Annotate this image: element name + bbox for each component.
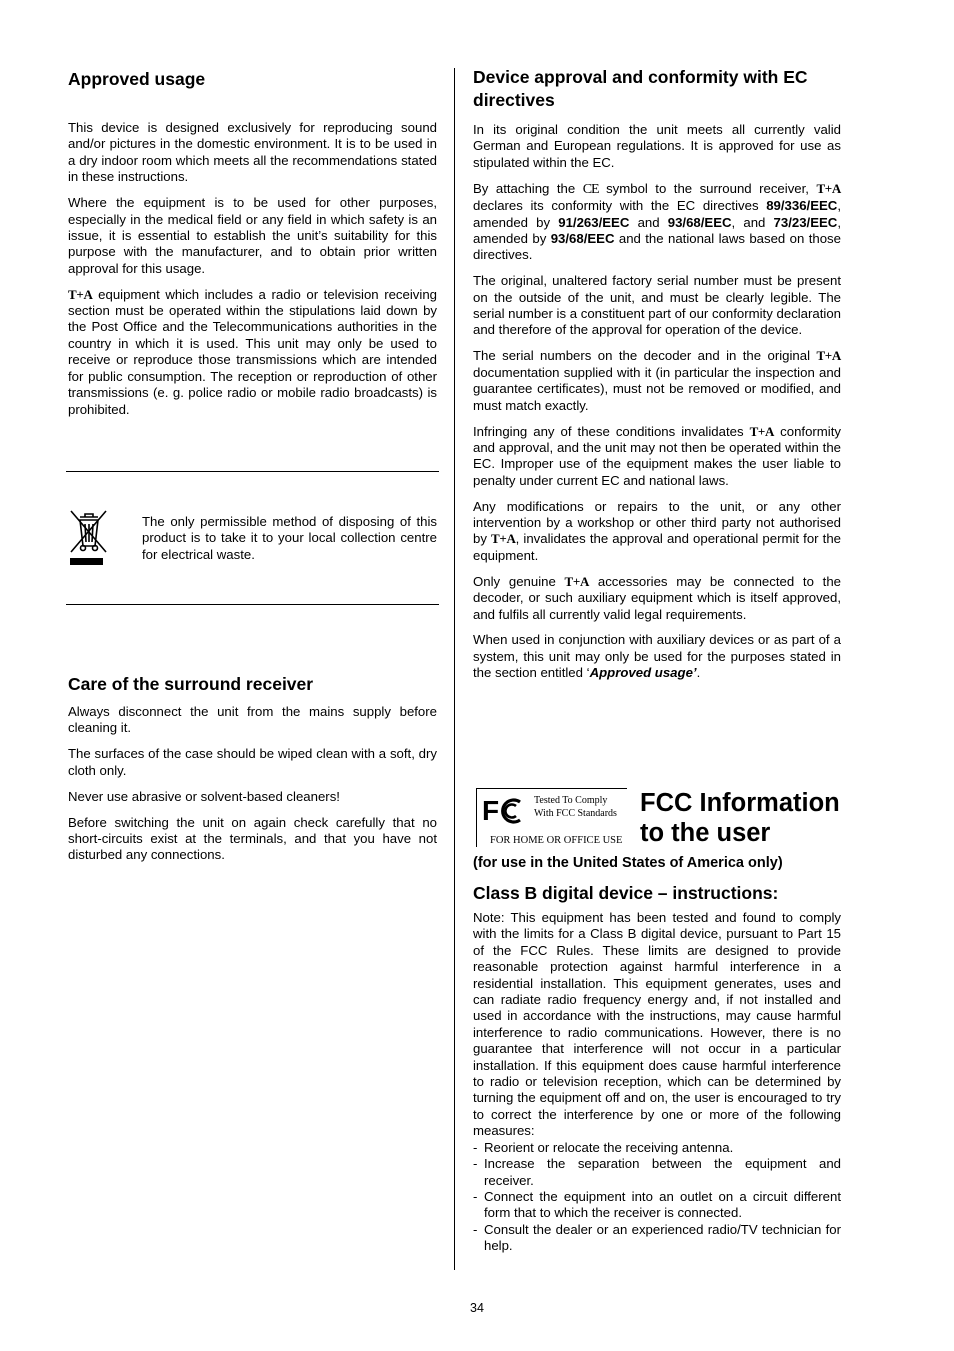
device-paragraph-5: Infringing any of these conditions invalidates T+A conformity and approval, and the unit may not then be operated within the EC. Improper use of the equipment makes the user liable to penalty under current EC and national laws. [473, 423, 841, 488]
ta-brand-logo: T+A [749, 423, 775, 439]
ta-brand-logo: T+A [68, 286, 93, 302]
care-heading: Care of the surround receiver [68, 674, 314, 694]
crossed-out-bin-icon [68, 508, 108, 568]
fcc-measures-list [473, 1140, 841, 1255]
care-paragraph-4: Before switching the unit on again check carefully that no short-circuits exist at the terminals, and that you have not disturbed any connections. [68, 814, 437, 863]
page-number: 34 [470, 1301, 484, 1315]
svg-text:F: F [482, 795, 500, 826]
ta-brand-logo: T+A [491, 531, 516, 547]
approved-usage-heading: Approved usage [68, 69, 206, 89]
fcc-logo-line3: FOR HOME OR OFFICE USE [490, 835, 623, 846]
fcc-mark-icon [482, 795, 520, 826]
care-paragraph-3: Never use abrasive or solvent-based cleaners! [68, 788, 340, 804]
device-paragraph-4: The serial numbers on the decoder and in the original T+A documentation supplied with it (in particular the inspection and guarantee certificates), must not be removed or modified, and must match exactly. [473, 348, 842, 413]
list-item: - Consult the dealer or an experienced radio/TV technician for help. [473, 1222, 841, 1255]
care-paragraph-2: The surfaces of the case should be wiped clean with a soft, dry cloth only. [68, 746, 437, 778]
class-b-heading: Class B digital device – instructions: [473, 883, 779, 903]
device-paragraph-6: Any modifications or repairs to the unit, or any other intervention by a workshop or other third party not authorised by T+A, invalidates the approval and operational permit for the equipment. [473, 498, 841, 563]
device-paragraph-2: By attaching the CE symbol to the surround receiver, T+A declares its conformity with the EC directives 89/336/EEC, amended by 91/263/EEC and 93/68/EEC, and 73/23/EEC, amended by 93/68/EEC and the national laws based on those directives. [473, 180, 842, 263]
care-section [68, 673, 437, 873]
ta-brand-logo: T+A [816, 348, 842, 364]
list-item: - Increase the separation between the equipment and receiver. [473, 1156, 841, 1189]
fcc-body [473, 910, 841, 1255]
fcc-logo-line1: Tested To Comply [534, 795, 608, 806]
fcc-note: Note: This equipment has been tested and found to comply with the limits for a Class B digital device, pursuant to Part 15 of the FCC Rules. These limits are designed to provide reasonable protection against harmful interference in a residential installation. This equipment generates, uses and can radiate radio frequency energy and, if not installed and used in accordance with the instructions, may cause harmful interference to radio communications. However, there is no guarantee that interference will not occur in a particular installation. If this equipment does cause harmful interference to radio or television reception, which can be determined by turning the equipment off and on, the user is encouraged to try to correct the interference by one or more of the following measures: [473, 910, 841, 1139]
care-paragraph-1: Always disconnect the unit from the mains supply before cleaning it. [68, 704, 437, 736]
approved-usage-paragraph-1: This device is designed exclusively for reproducing sound and/or pictures in the domestic environment. It is to be used in a dry indoor room which meets all the recommendations stated in these instructions. [68, 120, 437, 185]
ce-mark-icon: CE [582, 181, 599, 197]
fcc-subtitle: (for use in the United States of America only) [473, 855, 783, 871]
left-column [68, 66, 437, 427]
fcc-title: FCC Information to the user [640, 789, 840, 847]
device-paragraph-8: When used in conjunction with auxiliary devices or as part of a system, this unit may only be used for the purposes stated in the section entitled ‘Approved usage’. [473, 632, 841, 681]
fcc-logo-line2: With FCC Standards [534, 808, 617, 819]
right-column [473, 66, 841, 691]
section-rule-top [66, 471, 439, 472]
device-paragraph-1: In its original condition the unit meets all currently valid German and European regulations. It is approved for use as stipulated within the EC. [473, 122, 841, 170]
list-item: - Reorient or relocate the receiving antenna. [473, 1140, 841, 1156]
device-approval-heading: Device approval and conformity with EC directives [473, 67, 808, 110]
approved-usage-paragraph-2: Where the equipment is to be used for other purposes, especially in the medical field or any field in which safety is an issue, it is essential to establish the unit’s suitability for this purpose with the manufacturer, and to obtain prior written approval for this usage. [68, 195, 437, 276]
ta-brand-logo: T+A [816, 180, 842, 196]
weee-text: The only permissible method of disposing of this product is to take it to your local collection centre for electrical waste. [142, 514, 437, 562]
column-divider [454, 68, 455, 1270]
fcc-logo [476, 788, 627, 847]
device-paragraph-7: Only genuine T+A accessories may be connected to the decoder, or such auxiliary equipment which is itself approved, and fulfils all currently valid legal requirements. [473, 573, 841, 622]
ta-brand-logo: T+A [564, 573, 590, 589]
approved-usage-paragraph-3: T+A equipment which includes a radio or television receiving section must be operated within the stipulations laid down by the Post Office and the Telecommunications authorities in the country in which it is used. This unit may only be used to receive or reproduce those transmissions which are intended for public consumption. The reception or reproduction of other transmissions (e. g. police radio or mobile radio broadcasts) is prohibited. [68, 286, 437, 417]
device-paragraph-3: The original, unaltered factory serial number must be present on the outside of the unit, and must be clearly legible. The serial number is a constituent part of our conformity declaration and therefore of the approval for operation of the device. [473, 273, 841, 338]
list-item: - Connect the equipment into an outlet on a circuit different form that to which the receiver is connected. [473, 1189, 841, 1222]
section-rule-bottom [66, 604, 439, 605]
